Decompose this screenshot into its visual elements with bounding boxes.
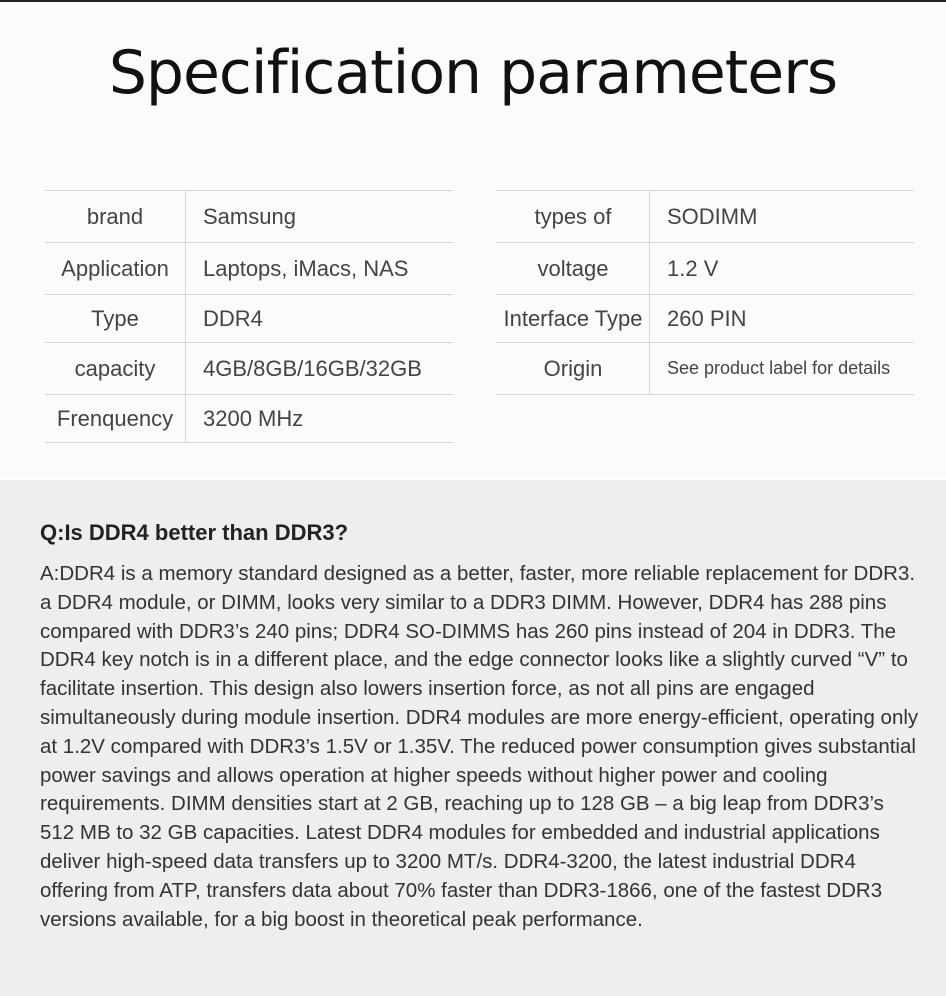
spec-row-types-of bbox=[497, 191, 914, 243]
spec-row-interface-type bbox=[497, 295, 914, 343]
spec-value: 3200 MHz bbox=[186, 395, 454, 443]
faq-section bbox=[0, 480, 946, 996]
spec-table-left bbox=[45, 190, 453, 443]
spec-value: 260 PIN bbox=[650, 295, 915, 343]
faq-answer: A:DDR4 is a memory standard designed as a better, faster, more reliable replacement for DDR3. a DDR4 module, or DIMM, looks very similar to a DDR3 DIMM. However, DDR4 has 288 pins compared with DDR3’s 240 pins; DDR4 SO-DIMMS has 260 pins instead of 204 in DDR3. The DDR4 key notch is in a different place, and the edge connector looks like a slightly curved “V” to facilitate insertion. This design also lowers insertion force, as not all pins are engaged simultaneously during module insertion. DDR4 modules are more energy-efficient, operating only at 1.2V compared with DDR3’s 1.5V or 1.35V. The reduced power consumption gives substantial power savings and allows operation at higher speeds without higher power and cooling requirements. DIMM densities start at 2 GB, reaching up to 128 GB – a big leap from DDR3’s 512 MB to 32 GB capacities. Latest DDR4 modules for embedded and industrial applications deliver high-speed data transfers up to 3200 MT/s. DDR4-3200, the latest industrial DDR4 offering from ATP, transfers data about 70% faster than DDR3-1866, one of the fastest DDR3 versions available, for a big boost in theoretical peak performance. bbox=[40, 562, 919, 931]
spec-label: voltage bbox=[497, 243, 650, 295]
spec-value: See product label for details bbox=[650, 343, 915, 395]
spec-table-right bbox=[497, 190, 914, 395]
spec-value: DDR4 bbox=[186, 295, 454, 343]
spec-row-brand bbox=[45, 191, 453, 243]
spec-label: Type bbox=[45, 295, 186, 343]
spec-label: Origin bbox=[497, 343, 650, 395]
spec-label: types of bbox=[497, 191, 650, 243]
spec-row-application bbox=[45, 243, 453, 295]
spec-row-type bbox=[45, 295, 453, 343]
page-title: Specification parameters bbox=[108, 38, 838, 108]
spec-label: capacity bbox=[45, 343, 186, 395]
spec-label: Application bbox=[45, 243, 186, 295]
spec-row-voltage bbox=[497, 243, 914, 295]
spec-row-origin bbox=[497, 343, 914, 395]
spec-value: Laptops, iMacs, NAS bbox=[186, 243, 454, 295]
faq-question: Q:Is DDR4 better than DDR3? bbox=[40, 520, 349, 545]
spec-value: 1.2 V bbox=[650, 243, 915, 295]
spec-value: Samsung bbox=[186, 191, 454, 243]
spec-row-frequency bbox=[45, 395, 453, 443]
spec-value: SODIMM bbox=[650, 191, 915, 243]
spec-value: 4GB/8GB/16GB/32GB bbox=[186, 343, 454, 395]
spec-label: brand bbox=[45, 191, 186, 243]
spec-row-capacity bbox=[45, 343, 453, 395]
spec-label: Frenquency bbox=[45, 395, 186, 443]
specification-section bbox=[0, 2, 946, 478]
spec-label: Interface Type bbox=[497, 295, 650, 343]
